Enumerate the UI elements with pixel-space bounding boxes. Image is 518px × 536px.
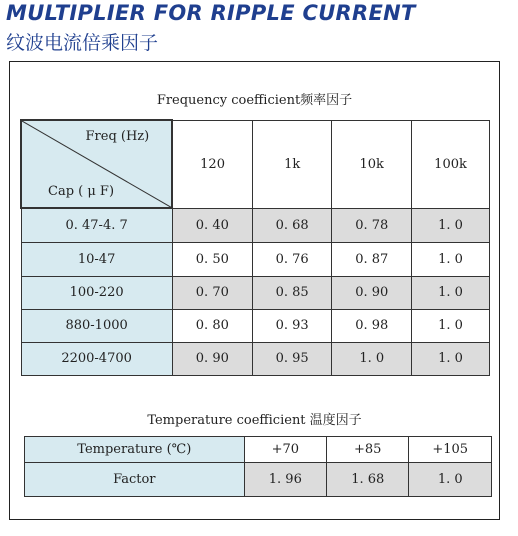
factor-value: 1. 68 (327, 463, 409, 497)
frequency-table (20, 119, 490, 376)
temperature-table (24, 436, 492, 497)
coefficient-cell: 1. 0 (412, 276, 490, 309)
temperature-value: +105 (409, 437, 492, 463)
table-row (21, 276, 490, 309)
temperature-label: Temperature (℃) (25, 437, 245, 463)
table-row (21, 342, 490, 375)
coefficient-cell: 1. 0 (412, 208, 490, 242)
coefficient-cell: 1. 0 (412, 242, 490, 276)
coefficient-cell: 0. 50 (172, 242, 252, 276)
coefficient-cell: 0. 95 (252, 342, 331, 375)
coefficient-frame (9, 61, 500, 520)
frequency-caption: Frequency coefficient频率因子 (156, 93, 353, 108)
freq-header-label: Freq (Hz) (85, 129, 150, 144)
coefficient-cell: 1. 0 (332, 342, 412, 375)
temperature-value: +70 (244, 437, 326, 463)
freq-header: 10k (332, 120, 412, 208)
title-chinese: 纹波电流倍乘因子 (6, 32, 159, 54)
temperature-row (25, 437, 492, 463)
cap-range-label: 0. 47-4. 7 (21, 208, 172, 242)
cap-header-label: Cap ( μ F) (48, 184, 115, 199)
cap-range-label: 10-47 (21, 242, 172, 276)
coefficient-cell: 1. 0 (412, 342, 490, 375)
coefficient-cell: 0. 68 (252, 208, 331, 242)
coefficient-cell: 0. 93 (252, 309, 331, 342)
coefficient-cell: 0. 98 (332, 309, 412, 342)
coefficient-cell: 0. 78 (332, 208, 412, 242)
coefficient-cell: 0. 80 (172, 309, 252, 342)
coefficient-cell: 0. 40 (172, 208, 252, 242)
cap-range-label: 100-220 (21, 276, 172, 309)
freq-header: 120 (172, 120, 252, 208)
coefficient-cell: 0. 85 (252, 276, 331, 309)
factor-label: Factor (25, 463, 245, 497)
table-row (21, 242, 490, 276)
corner-cell (21, 120, 172, 208)
freq-header: 100k (412, 120, 490, 208)
coefficient-cell: 0. 76 (252, 242, 331, 276)
coefficient-cell: 0. 87 (332, 242, 412, 276)
temperature-caption: Temperature coefficient 温度因子 (147, 413, 362, 428)
freq-header: 1k (252, 120, 331, 208)
table-row (21, 208, 490, 242)
factor-value: 1. 0 (409, 463, 492, 497)
temperature-value: +85 (327, 437, 409, 463)
coefficient-cell: 0. 90 (332, 276, 412, 309)
cap-range-label: 880-1000 (21, 309, 172, 342)
title-english: MULTIPLIER FOR RIPPLE CURRENT (6, 1, 416, 25)
cap-range-label: 2200-4700 (21, 342, 172, 375)
coefficient-cell: 0. 90 (172, 342, 252, 375)
factor-value: 1. 96 (244, 463, 326, 497)
factor-row (25, 463, 492, 497)
coefficient-cell: 1. 0 (412, 309, 490, 342)
coefficient-cell: 0. 70 (172, 276, 252, 309)
frequency-header-row (21, 120, 490, 208)
table-row (21, 309, 490, 342)
